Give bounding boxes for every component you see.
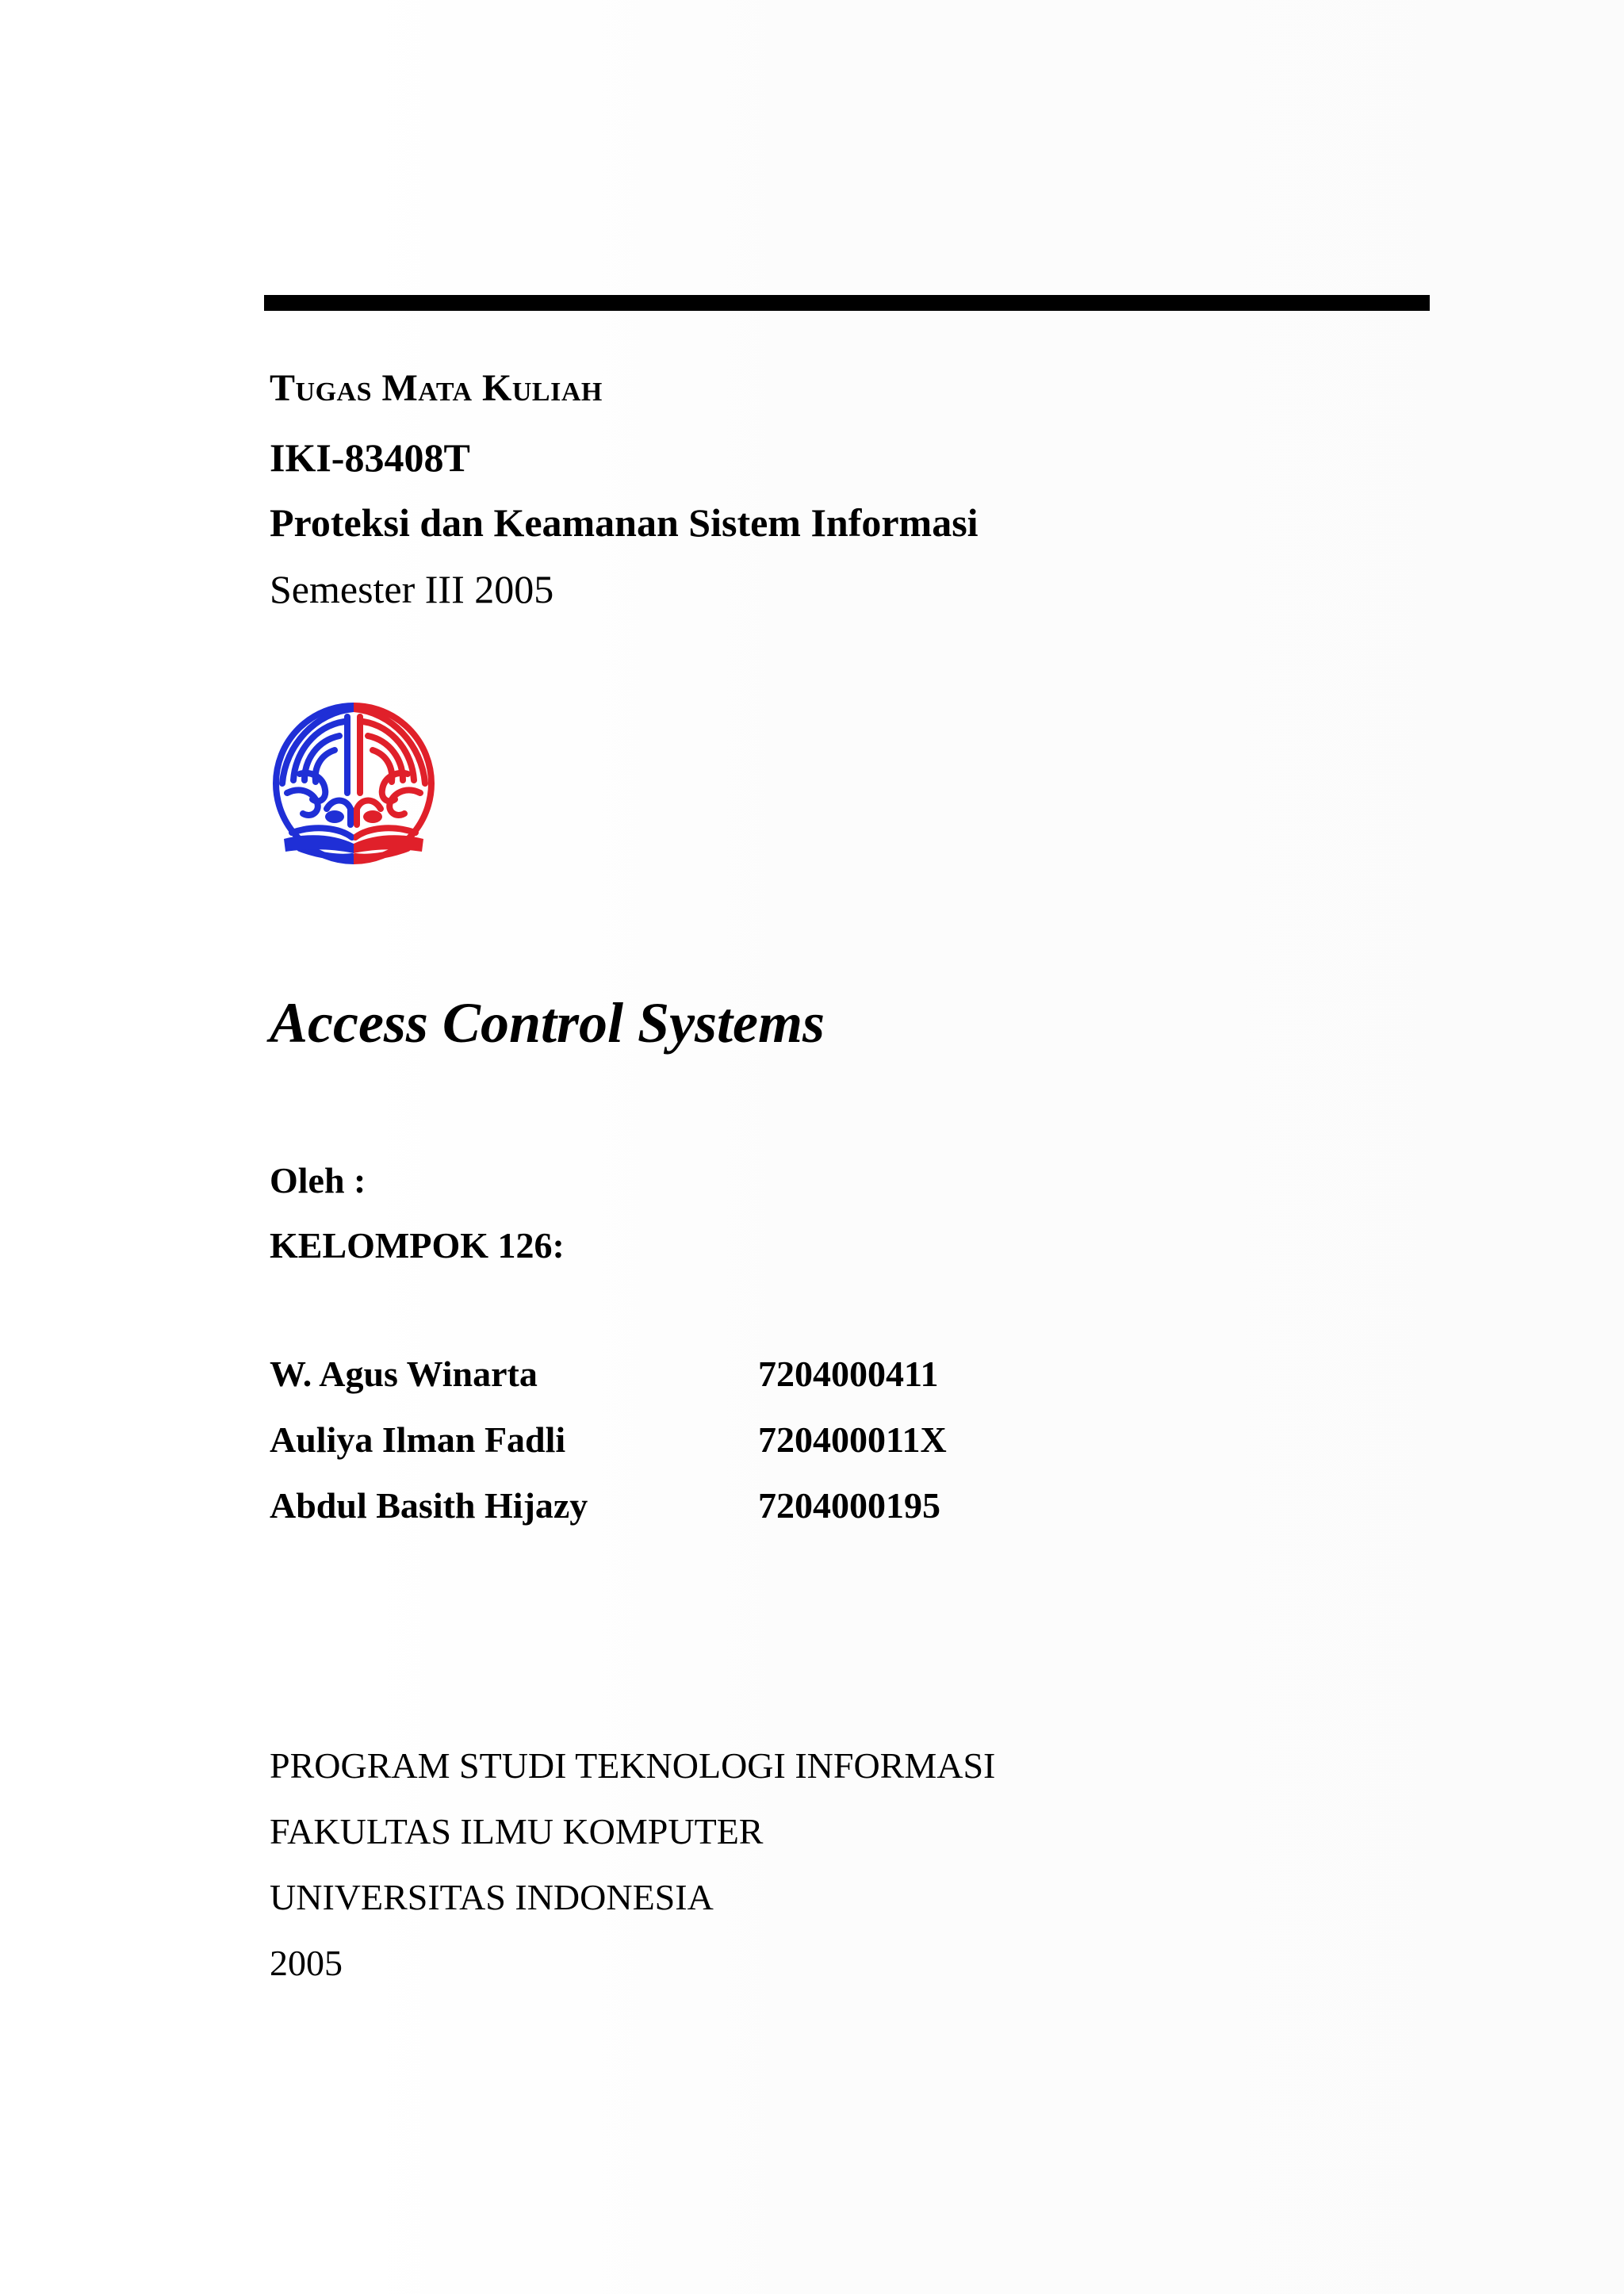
by-label: Oleh : (270, 1160, 366, 1201)
member-id: 7204000195 (758, 1485, 940, 1526)
top-rule (264, 295, 1430, 311)
member-name: Abdul Basith Hijazy (270, 1485, 588, 1526)
course-name: Proteksi dan Keamanan Sistem Informasi (270, 500, 979, 545)
member-id: 7204000411 (758, 1354, 939, 1394)
faculty-line: FAKULTAS ILMU KOMPUTER (270, 1811, 764, 1852)
document-title: Access Control Systems (270, 991, 825, 1055)
member-row (270, 1485, 1063, 1553)
program-line: PROGRAM STUDI TEKNOLOGI INFORMASI (270, 1745, 996, 1786)
university-line: UNIVERSITAS INDONESIA (270, 1877, 714, 1917)
member-name: W. Agus Winarta (270, 1354, 538, 1394)
group-label: KELOMPOK 126: (270, 1225, 565, 1266)
member-name: Auliya Ilman Fadli (270, 1419, 566, 1460)
member-row (270, 1419, 1063, 1488)
member-list (270, 1356, 1063, 1553)
year-line: 2005 (270, 1943, 343, 1983)
course-code: IKI-83408T (270, 435, 470, 480)
member-row (270, 1356, 1063, 1422)
member-id: 720400011X (758, 1419, 947, 1460)
university-emblem-icon (268, 698, 439, 872)
course-kind-heading: Tugas Mata Kuliah (270, 367, 603, 409)
institution-block (270, 1745, 1459, 2011)
semester: Semester III 2005 (270, 567, 554, 611)
